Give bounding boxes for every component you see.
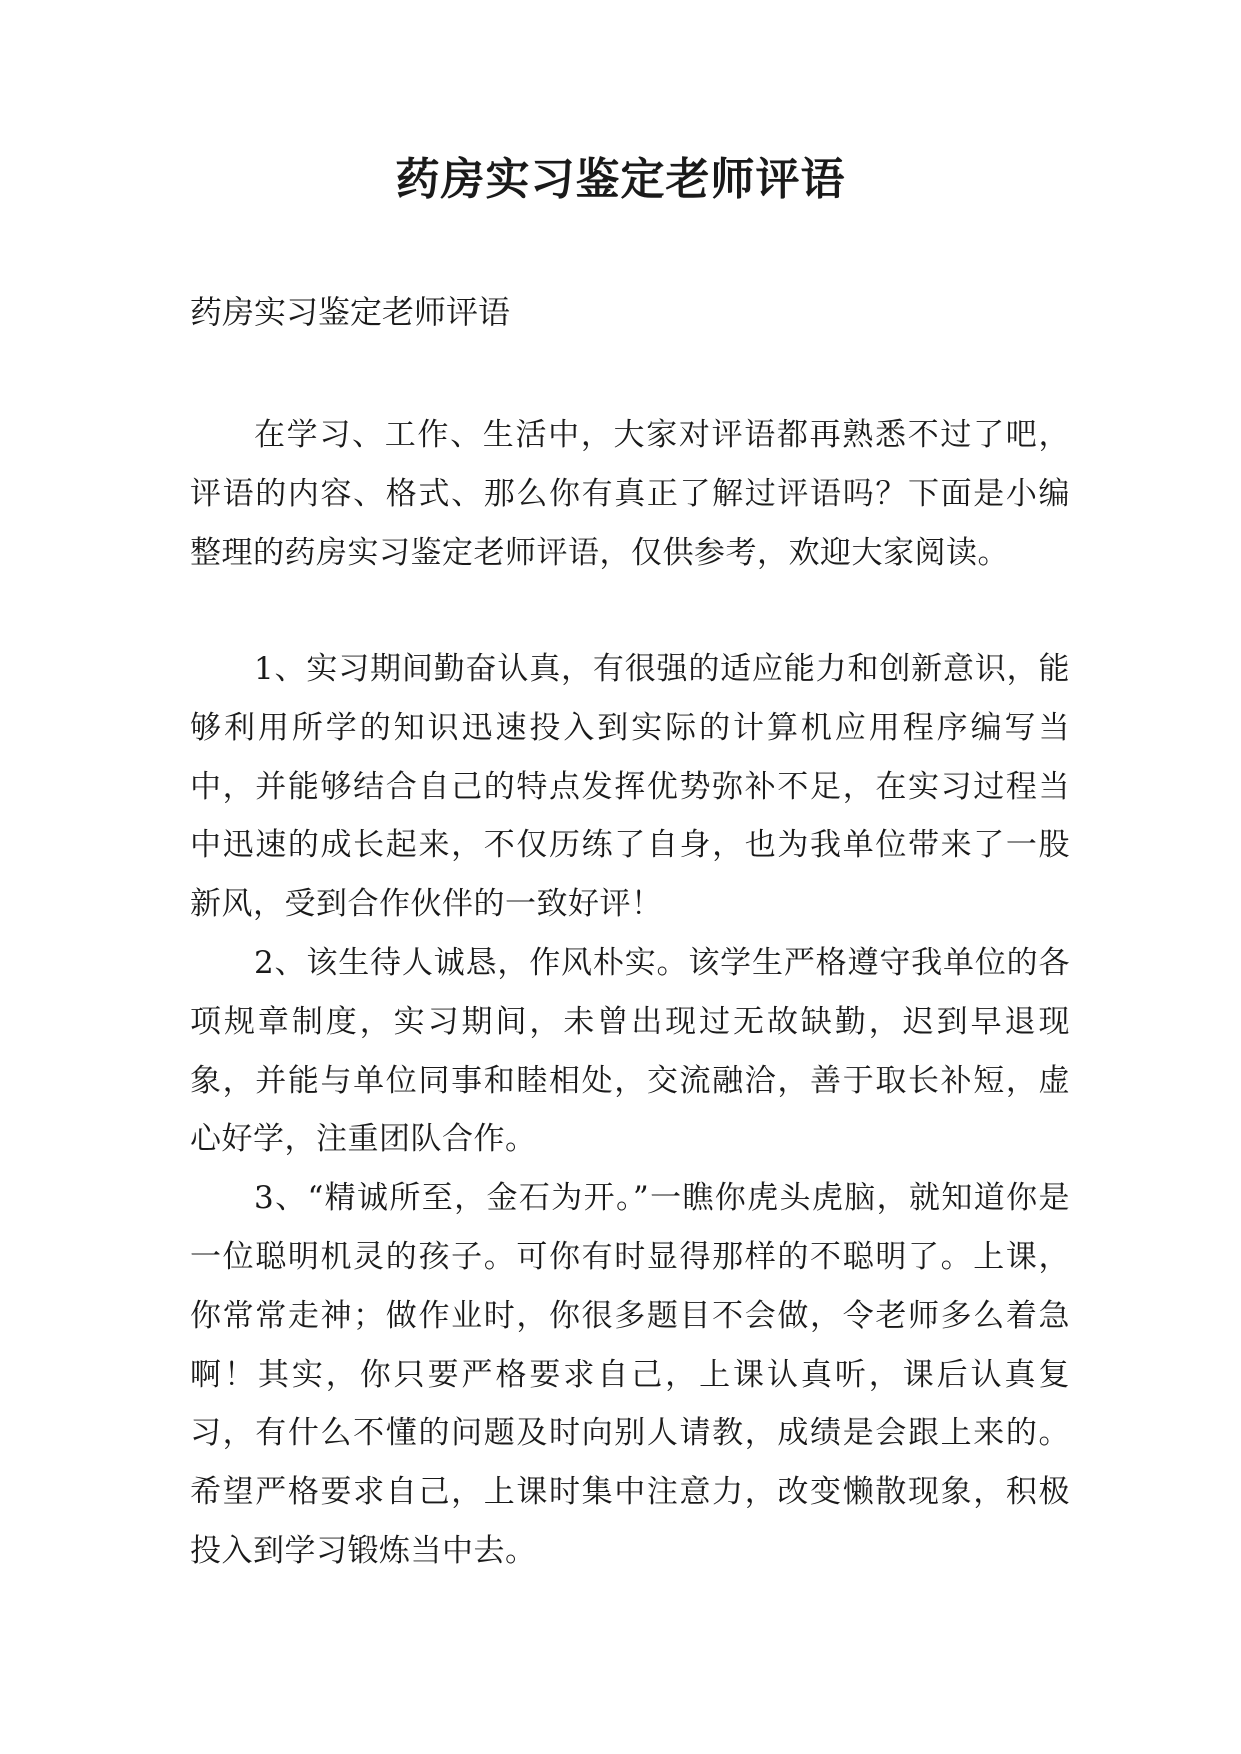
comments-list: [190, 640, 1070, 1581]
comment-item-1: 1、实习期间勤奋认真，有很强的适应能力和创新意识，能够利用所学的知识迅速投入到实际的计算机应用程序编写当中，并能够结合自己的特点发挥优势弥补不足，在实习过程当中迅速的成长起来，不仅历练了自身，也为我单位带来了一股新风，受到合作伙伴的一致好评！: [190, 651, 1070, 923]
document-subtitle: 药房实习鉴定老师评语: [190, 293, 511, 331]
comment-item-2: 2、该生待人诚恳，作风朴实。该学生严格遵守我单位的各项规章制度，实习期间，未曾出现过无故缺勤，迟到早退现象，并能与单位同事和睦相处，交流融洽，善于取长补短，虚心好学，注重团队合作。: [190, 944, 1070, 1158]
intro-paragraph: 在学习、工作、生活中，大家对评语都再熟悉不过了吧，评语的内容、格式、那么你有真正了解过评语吗？下面是小编整理的药房实习鉴定老师评语，仅供参考，欢迎大家阅读。: [190, 417, 1070, 571]
comment-item-3: 3、“精诚所至，金石为开。”一瞧你虎头虎脑，就知道你是一位聪明机灵的孩子。可你有时显得那样的不聪明了。上课，你常常走神；做作业时，你很多题目不会做，令老师多么着急啊！其实，你只要严格要求自己，上课认真听，课后认真复习，有什么不懂的问题及时向别人请教，成绩是会跟上来的。希望严格要求自己，上课时集中注意力，改变懒散现象，积极投入到学习锻炼当中去。: [190, 1180, 1070, 1569]
intro-section: [190, 406, 1070, 582]
document-title: 药房实习鉴定老师评语: [395, 154, 846, 205]
